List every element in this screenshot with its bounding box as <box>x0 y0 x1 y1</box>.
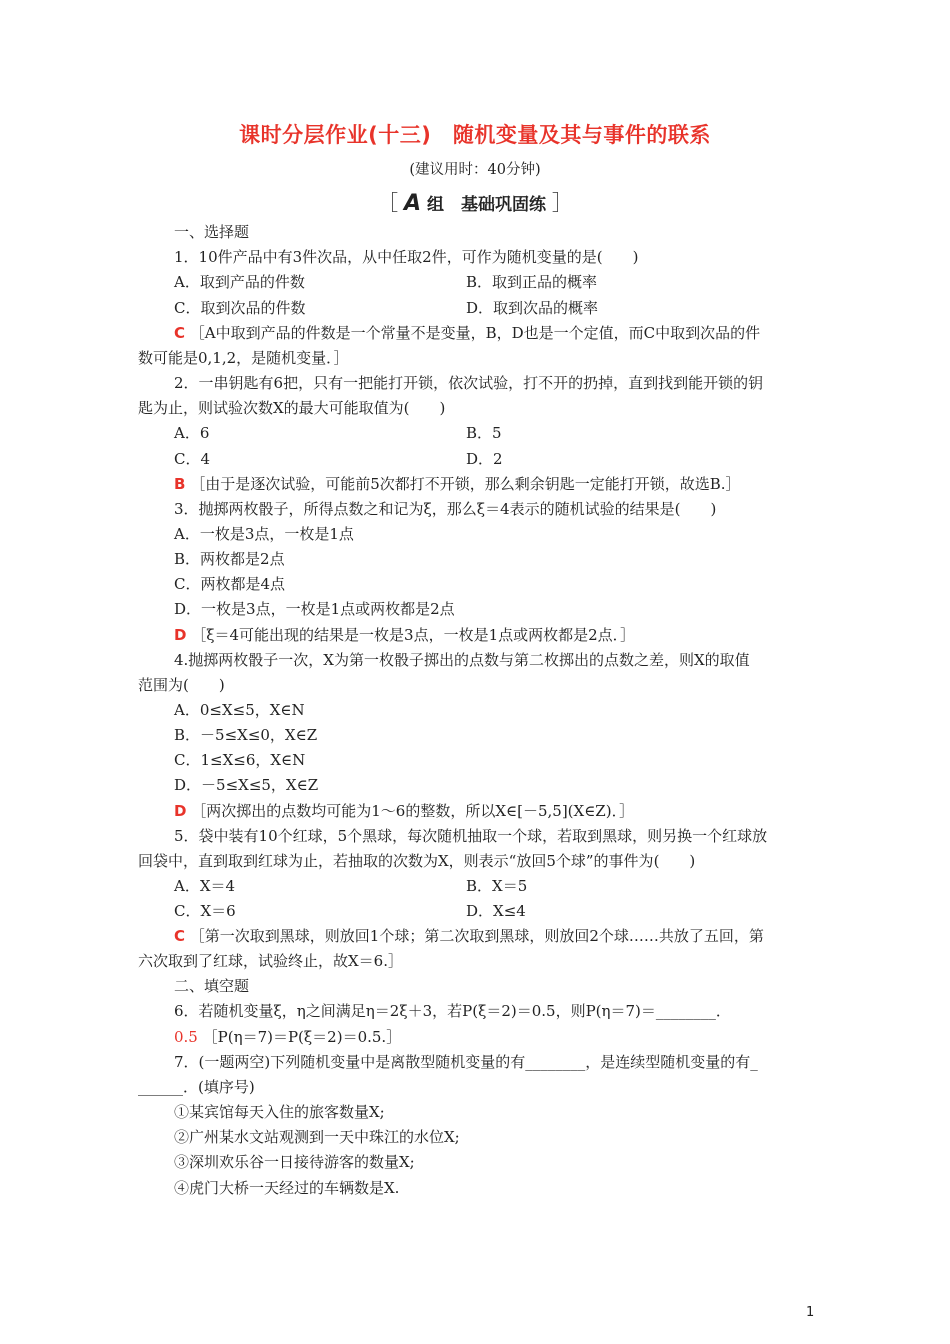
explanation-text: ［A中取到产品的件数是一个常量不是变量，B，D也是一个定值，而C中取到次品的件 <box>189 324 761 342</box>
question-1-option-c: C．取到次品的件数 <box>174 299 306 317</box>
question-4-stem-cont: 范围为( ) <box>138 676 225 694</box>
question-4-stem: 4.抛掷两枚骰子一次，X为第一枚骰子掷出的点数与第二枚掷出的点数之差，则X的取值 <box>174 651 750 669</box>
question-4-option-d: D．－5≤X≤5，X∈Z <box>174 776 319 794</box>
question-4-option-a: A．0≤X≤5，X∈N <box>174 701 305 719</box>
section-heading-choice: 一、选择题 <box>174 223 250 241</box>
question-5-option-d: D．X≤4 <box>466 902 526 920</box>
question-3-option-a: A．一枚是3点，一枚是1点 <box>174 525 354 543</box>
question-1-answer <box>174 323 864 343</box>
question-1-stem: 1．10件产品中有3件次品，从中任取2件，可作为随机变量的是( ) <box>174 248 639 266</box>
section-heading-fill: 二、填空题 <box>174 977 250 995</box>
question-1-option-b: B．取到正品的概率 <box>466 273 598 291</box>
explanation-text: ［ξ＝4可能出现的结果是一枚是3点，一枚是1点或两枚都是2点．］ <box>191 626 636 644</box>
question-3-option-d: D．一枚是3点，一枚是1点或两枚都是2点 <box>174 600 455 618</box>
page-number: 1 <box>806 1305 815 1320</box>
group-bracket-left: ［ <box>377 191 399 215</box>
question-3-option-b: B．两枚都是2点 <box>174 550 285 568</box>
answer-letter: D <box>174 626 187 644</box>
question-7-item-1: ①某宾馆每天入住的旅客数量X; <box>174 1103 385 1121</box>
question-6-stem: 6．若随机变量ξ，η之间满足η＝2ξ＋3，若P(ξ＝2)＝0.5，则P(η＝7)＝________． <box>174 1002 731 1020</box>
question-1-explanation-cont: 数可能是0,1,2，是随机变量．］ <box>138 349 349 367</box>
question-2-option-d: D．2 <box>466 450 503 468</box>
question-6-answer <box>174 1027 864 1047</box>
explanation-text: ［P(η＝7)＝P(ξ＝2)＝0.5.］ <box>202 1028 402 1046</box>
question-5-stem: 5．袋中装有10个红球，5个黑球，每次随机抽取一个球，若取到黑球，则另换一个红球放 <box>174 827 768 845</box>
question-4-option-b: B．－5≤X≤0，X∈Z <box>174 726 318 744</box>
question-2-answer <box>174 474 864 494</box>
question-5-option-b: B．X＝5 <box>466 877 528 895</box>
question-3-stem: 3．抛掷两枚骰子，所得点数之和记为ξ，那么ξ＝4表示的随机试验的结果是( ) <box>174 500 717 518</box>
explanation-text: ［两次掷出的点数均可能为1～6的整数，所以X∈[－5,5](X∈Z)．］ <box>191 802 635 820</box>
suggested-time: (建议用时：40分钟) <box>409 162 541 178</box>
question-1-option-a: A．取到产品的件数 <box>174 273 305 291</box>
question-5-explanation-cont: 六次取到了红球，试验终止，故X＝6.］ <box>138 952 403 970</box>
question-5-option-a: A．X＝4 <box>174 877 236 895</box>
question-2-option-a: A．6 <box>174 424 210 442</box>
answer-letter: C <box>174 324 186 342</box>
explanation-text: ［第一次取到黑球，则放回1个球；第二次取到黑球，则放回2个球……共放了五回，第 <box>189 927 764 945</box>
answer-value: 0.5 <box>174 1028 198 1046</box>
question-4-option-c: C．1≤X≤6，X∈N <box>174 751 306 769</box>
question-7-stem-cont: ______．(填序号) <box>138 1078 255 1096</box>
group-mark: A <box>404 191 422 216</box>
page-title: 课时分层作业(十三) 随机变量及其与事件的联系 <box>239 123 711 147</box>
question-3-option-c: C．两枚都是4点 <box>174 575 286 593</box>
question-5-stem-cont: 回袋中，直到取到红球为止，若抽取的次数为X，则表示“放回5个球”的事件为( ) <box>138 852 696 870</box>
answer-letter: B <box>174 475 186 493</box>
question-1-option-d: D．取到次品的概率 <box>466 299 599 317</box>
question-7-item-3: ③深圳欢乐谷一日接待游客的数量X; <box>174 1153 415 1171</box>
question-7-stem: 7．(一题两空)下列随机变量中是离散型随机变量的有________，是连续型随机变量的有_ <box>174 1053 758 1071</box>
question-2-option-b: B．5 <box>466 424 502 442</box>
group-heading <box>0 187 950 217</box>
question-2-stem-cont: 匙为止，则试验次数X的最大可能取值为( ) <box>138 399 446 417</box>
explanation-text: ［由于是逐次试验，可能前5次都打不开锁，那么剩余钥匙一定能打开锁，故选B.］ <box>190 475 741 493</box>
question-2-option-c: C．4 <box>174 450 211 468</box>
question-5-option-c: C．X＝6 <box>174 902 236 920</box>
group-bracket-right: ］ <box>551 191 573 215</box>
answer-letter: D <box>174 802 187 820</box>
group-label: 组 基础巩固练 <box>426 195 546 215</box>
question-4-answer <box>174 801 864 821</box>
question-7-item-4: ④虎门大桥一天经过的车辆数是X. <box>174 1179 400 1197</box>
question-7-item-2: ②广州某水文站观测到一天中珠江的水位X; <box>174 1128 460 1146</box>
answer-letter: C <box>174 927 186 945</box>
question-3-answer <box>174 625 864 645</box>
question-2-stem: 2．一串钥匙有6把，只有一把能打开锁，依次试验，打不开的扔掉，直到找到能开锁的钥 <box>174 374 764 392</box>
question-5-answer <box>174 926 864 946</box>
